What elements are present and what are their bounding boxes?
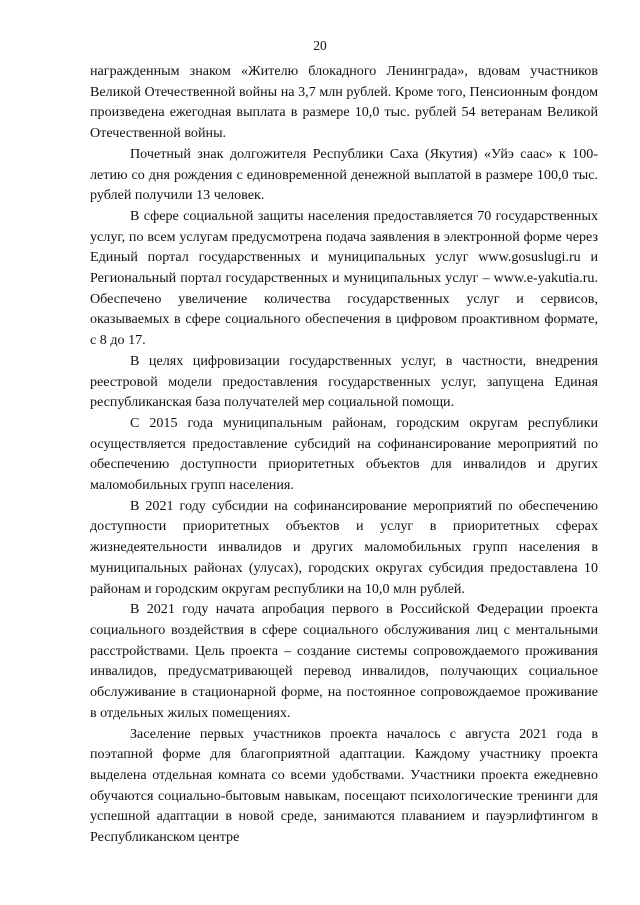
paragraph-subsidies-2015: С 2015 года муниципальным районам, городским округам республики осуществляется предоставление субсидий на софинансирование мероприятий по обеспечению доступности приоритетных объектов для инвалидов и других маломобильных групп населения. — [90, 414, 598, 494]
paragraph-social-impact-project: В 2021 году начата апробация первого в Российской Федерации проекта социального воздействия в сфере социального обслуживания лиц с ментальными расстройствами. Цель проекта – создание системы сопровождаемого проживания инвалидов, предусматривающей перевод инвалидов, получающих социальное обслуживание в стационарной форме, на постоянное сопровождаемое проживание в отдельных жилых помещениях. — [90, 601, 598, 721]
paragraph-digitalization: В целях цифровизации государственных услуг, в частности, внедрения реестровой модели предоставления государственных услуг, запущена Единая республиканская база получателей мер социальной помощи. — [90, 352, 598, 411]
paragraph-state-services: В сфере социальной защиты населения предоставляется 70 государственных услуг, по всем услугам предусмотрена подача заявления в электронной форме через Единый портал государственных и муниципальных услуг www.gosuslugi.ru и Региональный портал государственных и муниципальных услуг – www.e-yakutia.ru. Обеспечено увеличение количества государственных услуг и сервисов, оказываемых в сфере социального обеспечения в цифровом проактивном формате, с 8 до 17. — [90, 207, 598, 349]
paragraph-longevity-badge: Почетный знак долгожителя Республики Саха (Якутия) «Уйэ саас» к 100-летию со дня рождения с единовременной денежной выплатой в размере 100,0 тыс. рублей получили 13 человек. — [90, 145, 598, 204]
paragraph-veterans-payments: награжденным знаком «Жителю блокадного Ленинграда», вдовам участников Великой Отечественной войны на 3,7 млн рублей. Кроме того, Пенсионным фондом произведена ежегодная выплата в размере 10,0 тыс. рублей 54 ветеранам Великой Отечественной войны. — [90, 63, 598, 142]
document-body — [90, 61, 598, 848]
paragraph-subsidies-2021: В 2021 году субсидии на софинансирование мероприятий по обеспечению доступности приоритетных объектов и услуг в приоритетных сферах жизнедеятельности инвалидов и других маломобильных групп населения в муниципальных районах (улусах), городских округах субсидия предоставлена 10 районам и городским округам республики на 10,0 млн рублей. — [90, 497, 598, 597]
paragraph-project-participants: Заселение первых участников проекта началось с августа 2021 года в поэтапной форме для благоприятной адаптации. Каждому участнику проекта выделена отдельная комната со всеми удобствами. Участники проекта ежедневно обучаются социально-бытовым навыкам, посещают психологические тренинги для успешной адаптации в новой среде, занимаются плаванием и пауэрлифтингом в Республиканском центре — [90, 725, 598, 846]
page-number: 20 — [313, 38, 327, 53]
